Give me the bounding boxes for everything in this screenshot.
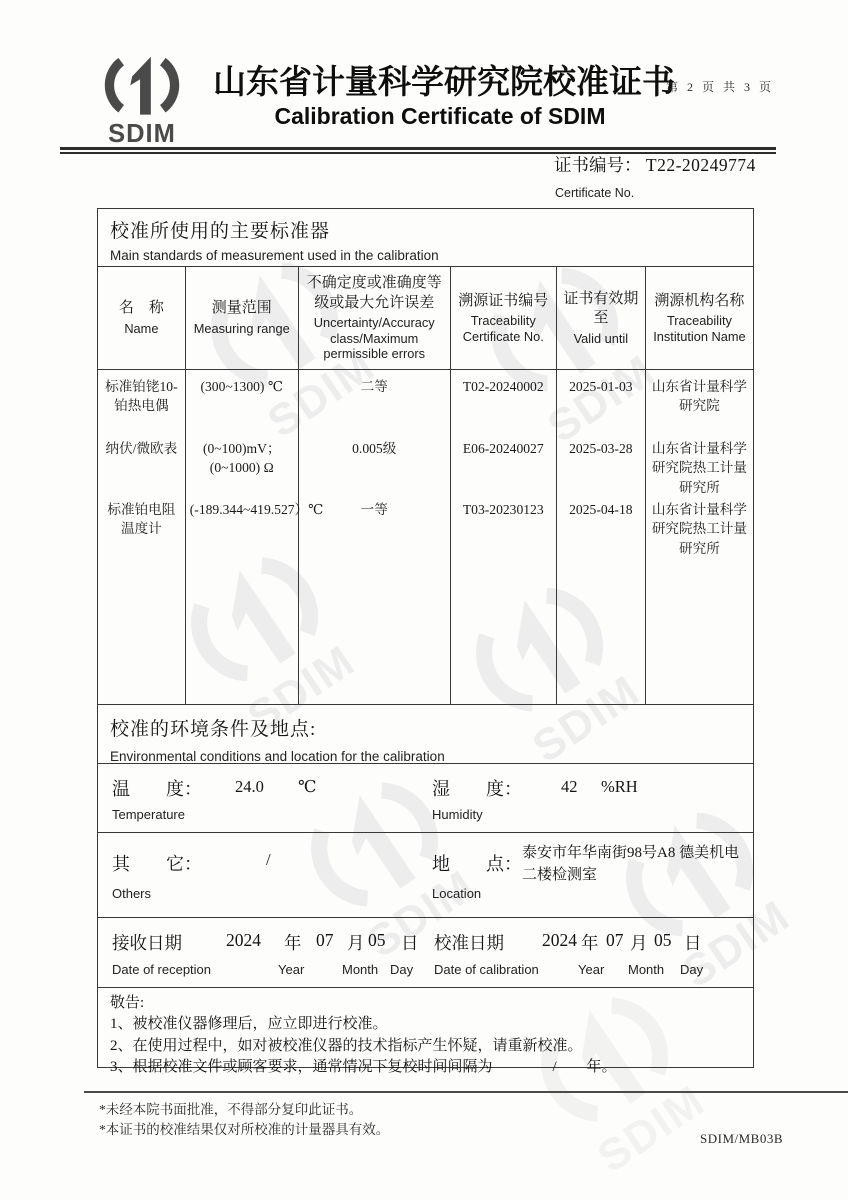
reception-year-value: 2024: [226, 930, 261, 950]
certificate-number-label: 证书编号：: [554, 155, 642, 175]
humidity-unit: %RH: [601, 777, 638, 796]
column-header-cn: 名 称: [118, 300, 164, 317]
certificate-number-value: T22-20249774: [645, 155, 756, 175]
month-unit-cn: 月: [347, 933, 365, 953]
table-cell: 二等: [360, 379, 388, 394]
column-header-name: [98, 267, 186, 369]
column-header-en: Traceability Certificate No.: [462, 313, 544, 344]
calibration-day-value: 05: [654, 930, 672, 950]
table-cell: 2025-03-28: [569, 441, 633, 456]
footer-note: *本证书的校准结果仅对所校准的计量器具有效。: [99, 1122, 390, 1137]
environment-title-cn: 校准的环境条件及地点:: [110, 719, 317, 740]
table-cell: T02-20240002: [462, 379, 544, 394]
humidity-label-en: Humidity: [432, 807, 483, 822]
table-cell: 0.005级: [352, 441, 397, 456]
column-header-uncertainty: [299, 267, 451, 369]
temperature-label-cn: 温 度：: [112, 779, 202, 799]
environment-section-title: [98, 705, 753, 764]
notice-item: 3、根据校准文件或顾客要求，通常情况下复校时间间隔为 / 年。: [110, 1059, 617, 1076]
others-value: /: [266, 850, 271, 869]
column-header-en: Valid until: [573, 330, 629, 346]
table-cell: (-189.344~419.527）℃: [189, 502, 324, 517]
month-unit-en: Month: [342, 962, 379, 977]
column-header-cn: 证书有效期至: [563, 290, 639, 327]
table-cell: 山东省计量科学研究院热工计量研究所: [651, 441, 747, 495]
environment-title-en: Environmental conditions and location for the calibration: [110, 749, 445, 764]
standards-title-cn: 校准所使用的主要标准器: [110, 221, 331, 242]
certificate-number-label-en: Certificate No.: [555, 186, 635, 200]
column-header-en: Name: [124, 320, 159, 336]
notice-title: 敬告:: [110, 995, 145, 1011]
column-header-en: Uncertainty/Accuracy class/Maximum permissible errors: [313, 315, 435, 362]
calibration-date-label-en: Date of calibration: [434, 962, 539, 977]
column-header-cn: 溯源机构名称: [654, 292, 745, 309]
calibration-year-value: 2024: [542, 930, 577, 950]
month-unit-cn: 月: [630, 933, 648, 953]
reception-month-value: 07: [316, 930, 334, 950]
table-cell: 纳伏/微欧表: [105, 441, 178, 456]
column-header-en: Traceability Institution Name: [653, 313, 746, 344]
table-cell: (0~100)mV；(0~1000) Ω: [202, 441, 281, 476]
column-header-valid-until: [557, 267, 646, 369]
table-column-range: [186, 370, 324, 704]
month-unit-en: Month: [628, 962, 665, 977]
footer-divider: [84, 1091, 848, 1093]
day-unit-en: Day: [680, 962, 704, 977]
others-location-row: [98, 833, 753, 918]
location-value: 泰安市年华南街98号A8 德美机电二楼检测室: [522, 845, 740, 883]
year-unit-en: Year: [578, 962, 605, 977]
form-code: SDIM/MB03B: [700, 1131, 784, 1146]
reception-date-label-en: Date of reception: [112, 962, 212, 977]
certificate-title-en: Calibration Certificate of SDIM: [274, 103, 606, 129]
location-label-en: Location: [432, 886, 482, 901]
certificate-number: [554, 152, 756, 177]
table-cell: 标准铂铑10-铂热电偶: [105, 379, 178, 414]
table-column-valid-until: [557, 370, 646, 704]
column-header-cert-no: [451, 267, 557, 369]
temperature-label-en: Temperature: [112, 807, 185, 822]
page-number: 第 2 页 共 3 页: [666, 80, 775, 94]
certificate-body: [97, 208, 754, 1076]
table-cell: 一等: [360, 502, 388, 517]
temperature-humidity-row: [98, 764, 753, 833]
column-header-range: [186, 267, 299, 369]
humidity-label-cn: 湿 度：: [432, 779, 522, 799]
column-header-en: Measuring range: [193, 320, 290, 336]
sdim-logo: [92, 44, 192, 148]
year-unit-cn: 年: [581, 933, 599, 953]
others-label-en: Others: [112, 886, 152, 901]
day-unit-cn: 日: [684, 933, 702, 953]
column-header-cn: 测量范围: [211, 300, 272, 317]
table-cell: 2025-04-18: [569, 502, 633, 517]
reception-date-label-cn: 接收日期: [112, 933, 182, 953]
table-cell: 标准铂电阻温度计: [107, 502, 176, 537]
location-label-cn: 地 点：: [432, 854, 522, 874]
humidity-value: 42: [561, 777, 578, 796]
reception-day-value: 05: [368, 930, 386, 950]
calibration-month-value: 07: [606, 930, 624, 950]
table-cell: 山东省计量科学研究院: [651, 379, 747, 414]
column-header-cn: 溯源证书编号: [458, 292, 549, 309]
table-cell: (300~1300) ℃: [200, 379, 284, 394]
table-column-institution: [646, 370, 753, 704]
day-unit-cn: 日: [401, 933, 419, 953]
standards-title-en: Main standards of measurement used in the calibration: [110, 248, 439, 263]
notice-section: [98, 988, 753, 1076]
calibration-date-label-cn: 校准日期: [434, 933, 504, 953]
dates-row: [98, 918, 753, 988]
footer-note: *未经本院书面批准，不得部分复印此证书。: [99, 1102, 363, 1117]
standards-table-body: [98, 370, 753, 705]
temperature-unit: ℃: [298, 777, 317, 796]
standards-table-header: [98, 267, 753, 370]
column-header-cn: 不确定度或准确度等级或最大允许误差: [306, 275, 442, 311]
temperature-value: 24.0: [235, 777, 264, 796]
table-cell: 2025-01-03: [569, 379, 633, 394]
table-cell: E06-20240027: [462, 441, 544, 456]
year-unit-cn: 年: [284, 933, 302, 953]
column-header-institution: [646, 267, 753, 369]
year-unit-en: Year: [278, 962, 305, 977]
notice-item: 1、被校准仪器修理后，应立即进行校准。: [110, 1016, 388, 1033]
table-column-cert-no: [451, 370, 557, 704]
table-column-uncertainty: [299, 370, 451, 704]
day-unit-en: Day: [390, 962, 414, 977]
table-cell: T03-20230123: [462, 502, 544, 517]
certificate-title-cn: 山东省计量科学研究院校准证书: [213, 65, 675, 101]
table-column-name: [98, 370, 186, 704]
others-label-cn: 其 它：: [112, 854, 202, 874]
table-cell: 山东省计量科学研究院热工计量研究所: [651, 502, 747, 556]
notice-item: 2、在使用过程中，如对被校准仪器的技术指标产生怀疑，请重新校准。: [110, 1037, 583, 1054]
standards-section-title: [98, 209, 753, 267]
